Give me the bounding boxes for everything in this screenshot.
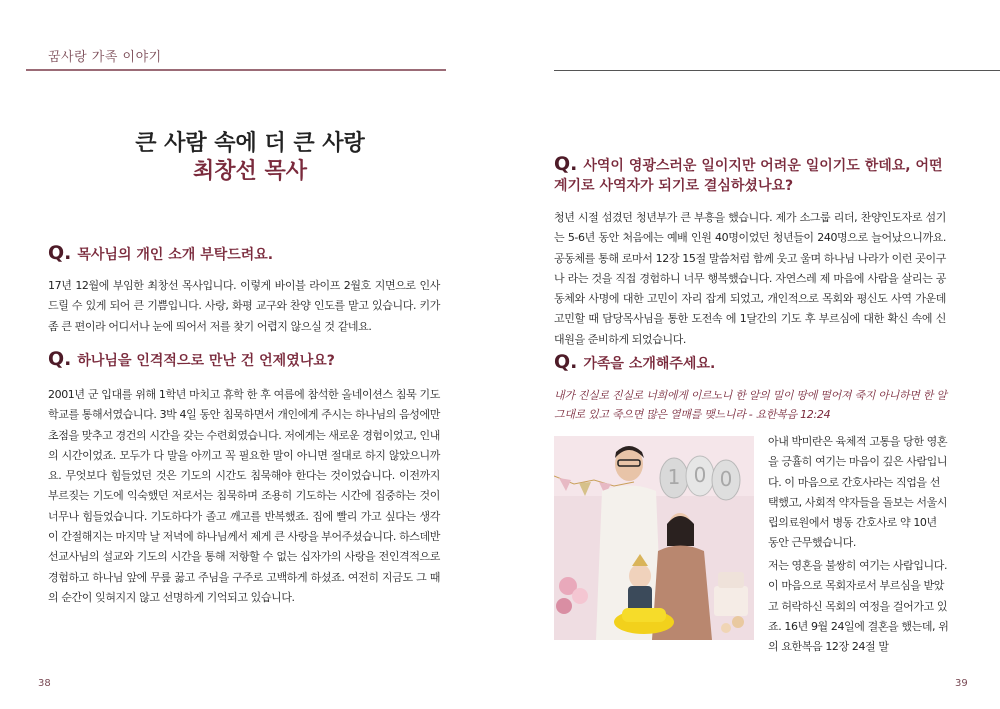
page-number-left: 38	[38, 678, 51, 689]
q-mark-icon: Q.	[554, 351, 578, 373]
answer-1: 17년 12월에 부임한 최창선 목사입니다. 이렇게 바이블 라이프 2월호 지면으로 인사드릴 수 있게 되어 큰 기쁨입니다. 사랑, 화평 교구와 찬양 인도를 맡고 있습니다. 키가 좀 큰 편이라 어디서나 눈에 띄어서 저를 찾기 어렵지 않으실 것 같네요.	[48, 279, 440, 333]
right-page	[500, 0, 1000, 709]
q-mark-icon: Q.	[554, 153, 578, 175]
section-title: 꿈사랑 가족 이야기	[48, 50, 162, 65]
balloon-digit-2: 0	[693, 463, 707, 487]
article-headline	[0, 130, 500, 186]
balloon-digit-3: 0	[719, 467, 733, 491]
header-rule-right	[554, 70, 1000, 71]
q-mark-icon: Q.	[48, 348, 72, 370]
answer-3: 청년 시절 섬겼던 청년부가 큰 부흥을 했습니다. 제가 소그룹 리더, 찬양인도자로 섬기는 5-6년 동안 처음에는 예배 인원 40명이었던 청년들이 240명으로 늘어났으니까요. 공동체를 통해 로마서 12장 15절 말씀처럼 함께 웃고 울며 하나님 나라가 이런 곳이구나 라는 것을 직접 경험하니 너무 행복했습니다. 자연스레 제 마음에 사람을 살리는 공동체와 사명에 대한 고민이 자리 잡게 되었고, 개인적으로 목회와 평신도 사역 가운데 고민할 때 담당목사님을 통한 도전속 에 1달간의 기도 후 부르심에 대한 확신 속에 신대원을 준비하게 되었습니다.	[554, 211, 946, 346]
question-heading-1: Q. 목사님의 개인 소개 부탁드려요.	[48, 242, 274, 264]
page-number-right: 39	[955, 678, 968, 689]
headline-main: 큰 사람 속에 더 큰 사랑	[135, 131, 365, 156]
family-photo-illustration	[554, 436, 754, 640]
headline-name: 최창선 목사	[193, 159, 307, 184]
balloon-digit-1: 1	[667, 465, 681, 489]
question-heading-2: Q. 하나님을 인격적으로 만난 건 언제였나요?	[48, 348, 335, 370]
answer-2: 2001년 군 입대를 위해 1학년 마치고 휴학 한 후 여름에 참석한 올네이션스 침묵 기도학교를 통해서였습니다. 3박 4일 동안 침묵하면서 개인에게 주시는 하나님의 음성에만 초점을 맞추고 경건의 시간을 갖는 수련회였습니다. 저에게는 새로운 경험이었고, 인내의 시간이었죠. 모두가 다 말을 아끼고 꼭 필요한 말이 아니면 절대로 하지 않았으니까요. 무엇보다 힘들었던 것은 기도의 시간도 침묵해야 한다는 것이었습니다. 이전까지 부르짖는 기도에 익숙했던 저로서는 침묵하며 조용히 기도하는 시간에 집중하는 것이 너무나 힘들었습니다. 기도하다가 졸고 깨고를 반복했죠. 집에 빨리 가고 싶다는 생각이 간절해지는 마지막 날 저녁에 하나님께서 제게 큰 사랑을 부어주셨습니다. 하스데반 선교사님의 설교와 기도의 시간을 통해 저항할 수 없는 십자가의 사랑을 전인격적으로 경험하고 하나님 앞에 무릎 꿇고 주님을 구주로 고백하게 하셨죠. 여전히 지금도 그 때의 순간이 잊혀지지 않고 선명하게 기억되고 있습니다.	[48, 388, 440, 604]
question-heading-3: Q. 사역이 영광스러운 일이지만 어려운 일이기도 한데요, 어떤 계기로 사역자가 되기로 결심하셨나요?	[554, 153, 943, 194]
family-description-1: 아내 박미란은 육체적 고통을 당한 영혼을 긍휼히 여기는 마음이 깊은 사람입니다. 이 마음으로 간호사라는 직업을 선택했고, 사회적 약자들을 돌보는 서울시립의료원에서 병동 간호사로 약 10년 동안 근무했습니다.	[768, 435, 948, 550]
question-heading-4: Q. 가족을 소개해주세요.	[554, 351, 716, 373]
bible-verse-quote: 내가 진실로 진실로 너희에게 이르노니 한 알의 밀이 땅에 떨어져 죽지 아니하면 한 알 그대로 있고 죽으면 많은 열매를 맺느니라 - 요한복음 12:24	[554, 389, 947, 421]
family-photo	[554, 436, 754, 640]
q-mark-icon: Q.	[48, 242, 72, 264]
header-rule	[26, 69, 446, 71]
family-description-2: 저는 영혼을 불쌍히 여기는 사람입니다. 이 마음으로 목회자로서 부르심을 받았고 허락하신 목회의 여정을 걸어가고 있죠. 16년 9월 24일에 결혼을 했는데, 위의 요한복음 12장 24절 말	[768, 559, 949, 654]
